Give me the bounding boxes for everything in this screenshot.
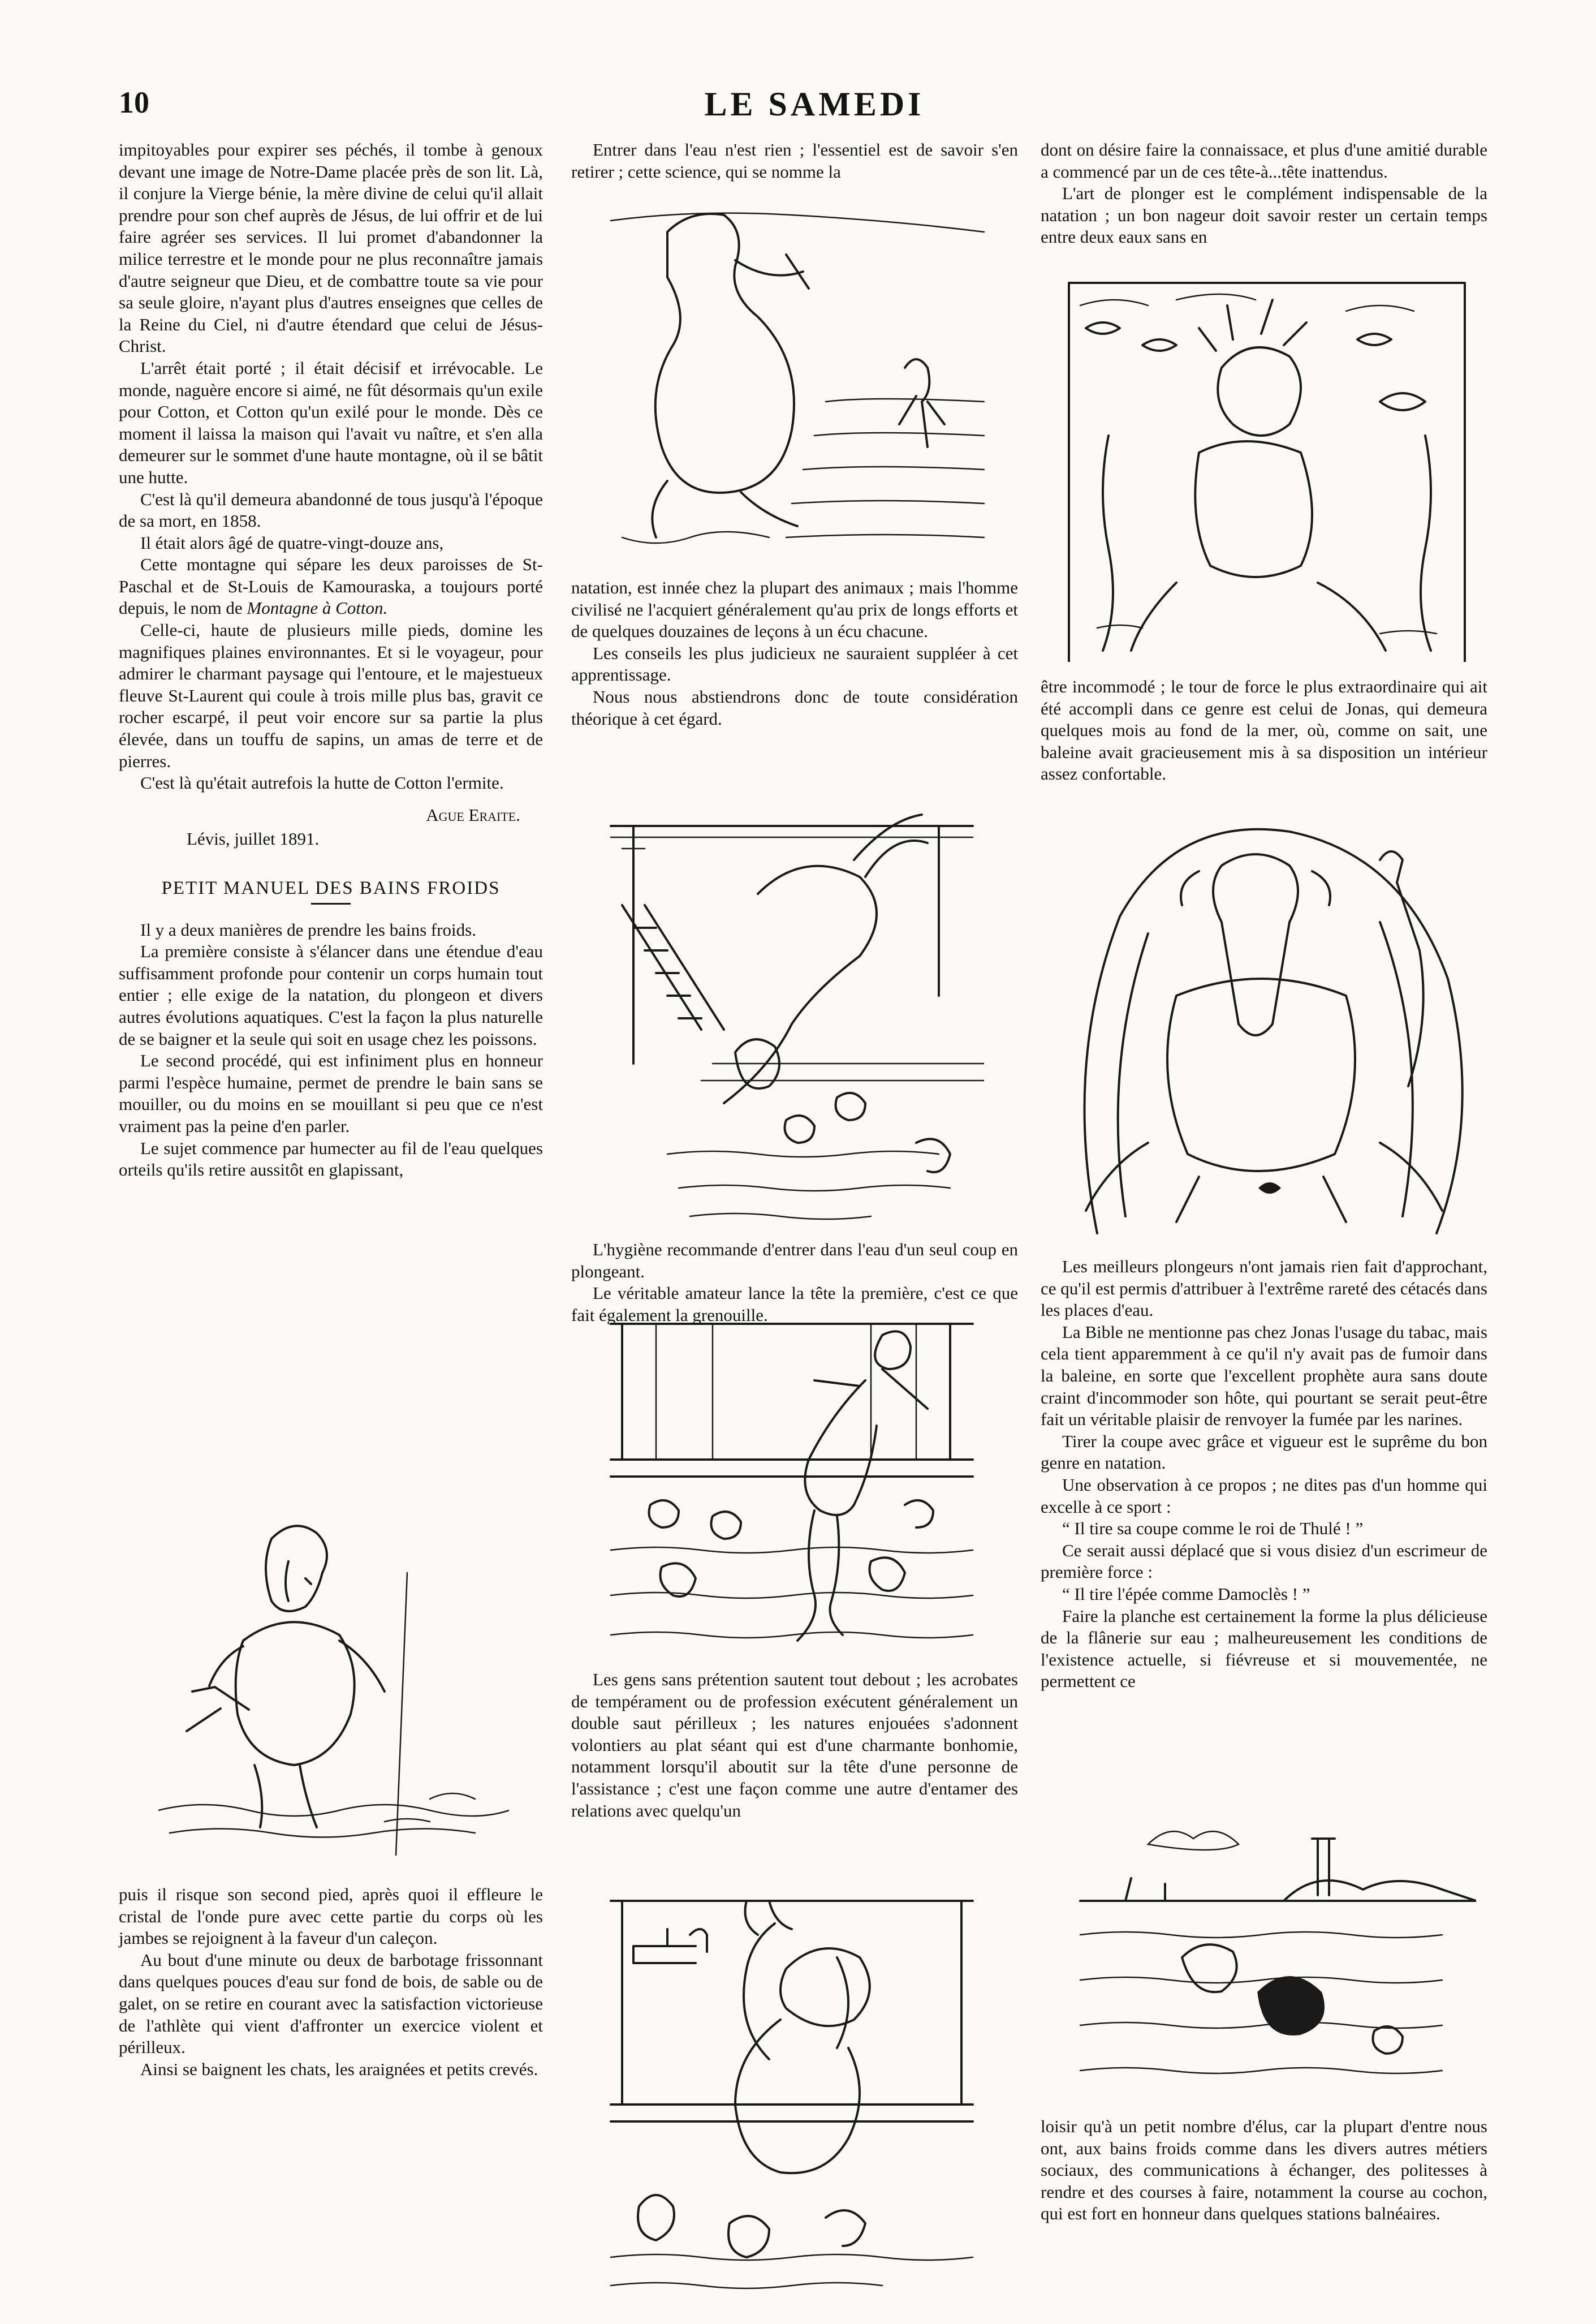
paragraph: Les conseils les plus judicieux ne sauraient suppléer à cet apprentissage. (571, 643, 1018, 685)
section-title: PETIT MANUEL DES BAINS FROIDS (161, 878, 501, 898)
paragraph: Une observation à ce propos ; ne dites pas d'un homme qui excelle à ce sport : (1041, 1474, 1487, 1517)
column-3-end (1041, 2116, 1487, 2225)
column-3-middle (1041, 676, 1487, 785)
paragraph: Il y a deux manières de prendre les bains froids. (140, 919, 476, 940)
paragraph: Le sujet commence par humecter au fil de l'eau quelques orteils qu'ils retire aussitôt en glapissant, (119, 1138, 543, 1180)
paragraph: Il était alors âgé de quatre-vingt-douze ans, (140, 532, 444, 553)
paragraph: L'hygiène recommande d'entrer dans l'eau d'un seul coup en plongeant. (571, 1240, 1018, 1281)
column-2-middle-3 (571, 1669, 1018, 1822)
paragraph (119, 554, 543, 619)
paragraph: L'art de plonger est le complément indispensable de la natation ; un bon nageur doit savoir rester un certain temps entre deux eaux sans en (1041, 183, 1487, 247)
paragraph: loisir qu'à un petit nombre d'élus, car la plupart d'entre nous ont, aux bains froids comme dans les divers autres métiers sociaux, des communications à échanger, des politesses à rendre et des courses à faire, notamment la course au cochon, qui est fort en honneur dans quelques stations balnéaires. (1041, 2116, 1487, 2224)
page-number: 10 (119, 85, 149, 119)
column-2-middle (571, 577, 1018, 730)
illustration-head-first-dive (599, 792, 984, 1228)
title-rule (311, 903, 351, 905)
paragraph: impitoyables pour expirer ses péchés, il tombe à genoux devant une image de Notre-Dame placée près de son lit. Là, il conjure la Vierge bénie, la mère divine de celui qu'il allait prendre pour son chef auprès de Jésus, de lui offrir et de lui faire agréer ses services. Il lui promet d'abandonner la milice terrestre et le monde pour ne plus reconnaître jamais d'autre seigneur que Dieu, et de combattre toute sa vie pour sa seule gloire, n'ayant plus d'autres enseignes que celles de la Reine du Ciel, ni d'autre étendard que celui de Jésus-Christ. (119, 140, 543, 356)
illustration-standing-jump (599, 1301, 984, 1652)
paragraph: Les gens sans prétention sautent tout debout ; les acrobates de tempérament ou de profession exécutent généralement un double saut périlleux ; les natures enjouées s'adonnent volontiers au plat séant qui est d'une charmante bonhomie, notamment lorsqu'il aboutit sur la tête d'une personne de l'assistance ; c'est une façon comme une autre d'entamer des relations avec quelqu'un (571, 1669, 1018, 1821)
paragraph: C'est là qu'il demeura abandonné de tous jusqu'à l'époque de sa mort, en 1858. (119, 489, 543, 531)
paragraph-text: Cette montagne qui sépare les deux paroisses de St-Paschal et de St-Louis de Kamouraska, a toujours porté depuis, le nom de (119, 554, 543, 618)
illustration-floating-on-water (1069, 1810, 1476, 2104)
paragraph: Le véritable amateur lance la tête la première, c'est ce que fait également la grenouille. (571, 1283, 1018, 1325)
paragraph: L'arrêt était porté ; il était décisif et irrévocable. Le monde, naguère encore si aimé, ne fût désormais qu'un exile pour Cotton, et Cotton qu'un exilé pour le monde. Dès ce moment il laissa la maison qui l'avait vu naître, et s'en alla demeurer sur le sommet d'une haute montagne, où il se bâtit une hutte. (119, 358, 543, 487)
column-3-middle-2 (1041, 1256, 1487, 1693)
paragraph: Ainsi se baignent les chats, les araignées et petits crevés. (140, 2059, 538, 2079)
paragraph: Entrer dans l'eau n'est rien ; l'essentiel est de savoir s'en retirer ; cette science, qui se nomme la (571, 140, 1018, 182)
paragraph: Tirer la coupe avec grâce et vigueur est le suprême du bon genre en natation. (1041, 1431, 1487, 1473)
paragraph: Nous nous abstiendrons donc de toute considération théorique à cet égard. (571, 686, 1018, 729)
column-1 (119, 139, 543, 1181)
paragraph: La première consiste à s'élancer dans une étendue d'eau suffisamment profonde pour contenir un corps humain tout entier ; elle exige de la natation, du plongeon et divers autres évolutions aquatiques. C'est la façon la plus naturelle de se baigner et la seule qui soit en usage chez les poissons. (119, 941, 543, 1049)
quote: “ Il tire sa coupe comme le roi de Thulé ! ” (1062, 1518, 1364, 1539)
paragraph: puis il risque son second pied, après quoi il effleure le cristal de l'onde pure avec cette partie du corps où les jambes se rejoignent à la faveur d'un caleçon. (119, 1884, 543, 1948)
column-3 (1041, 139, 1487, 248)
paragraph: La Bible ne mentionne pas chez Jonas l'usage du tabac, mais cela tient apparemment à ce qu'il n'y avait pas de fumoir dans la baleine, en sorte que l'excellent prophète aura sans doute craint d'incommoder son hôte, qui pourtant se serait peut-être fait un véritable plaisir de renvoyer la fumée par les narines. (1041, 1322, 1487, 1430)
illustration-underwater-diver (1063, 266, 1470, 662)
column-1-continued (119, 1884, 543, 2080)
column-2 (571, 139, 1018, 183)
place-name: Montagne à Cotton. (247, 598, 388, 618)
paragraph: natation, est innée chez la plupart des animaux ; mais l'homme civilisé ne l'acquiert généralement qu'au prix de longs efforts et de quelques douzaines de leçons à un écu chacune. (571, 578, 1018, 642)
paragraph: Les meilleurs plongeurs n'ont jamais rien fait d'approchant, ce qu'il est permis d'attribuer à l'extrême rareté des cétacés dans les places d'eau. (1041, 1256, 1487, 1320)
paragraph: Faire la planche est certainement la forme la plus délicieuse de la flânerie sur eau ; malheureusement les conditions de l'existence actuelle, si fiévreuse et si mouvementée, ne permettent ce (1041, 1606, 1487, 1692)
paragraph: Au bout d'une minute ou deux de barbotage frissonnant dans quelques pouces d'eau sur fond de bois, de sable ou de galet, on se retire en courant avec la satisfaction victorieuse de l'athlète qui vient d'affronter un exercice violent et périlleux. (119, 1949, 543, 2058)
paragraph: C'est là qu'était autrefois la hutte de Cotton l'ermite. (140, 773, 504, 793)
illustration-seated-splash (599, 1890, 984, 2297)
masthead-title: LE SAMEDI (704, 85, 925, 123)
illustration-bather-on-ladder (158, 1505, 509, 1856)
illustration-jonas-in-whale (1063, 826, 1470, 1245)
paragraph: être incommodé ; le tour de force le plus extraordinaire qui ait été accompli dans ce genre est celui de Jonas, qui demeura quelques mois au fond de la mer, où, comme on sait, une baleine avait gracieusement mis à sa disposition un intérieur assez confortable. (1041, 677, 1487, 784)
paragraph: Ce serait aussi déplacé que si vous disiez d'un escrimeur de première force : (1041, 1540, 1487, 1582)
dateline: Lévis, juillet 1891. (187, 829, 320, 849)
illustration-bather-leaving-water (599, 198, 995, 566)
paragraph: dont on désire faire la connaissace, et plus d'une amitié durable a commencé par un de ces tête-à...tête inattendus. (1041, 140, 1487, 182)
paragraph: Celle-ci, haute de plusieurs mille pieds, domine les magnifiques plaines environnantes. Et si le voyageur, pour admirer le charmant paysage qui l'entoure, et le majestueux fleuve St-Laurent qui coule à trois mille plus bas, gravit ce rocher escarpé, il peut voir encore sur sa partie la plus élevée, dans un touffu de sapins, un amas de terre et de pierres. (119, 620, 543, 771)
page-header (119, 85, 1510, 124)
author-signature: Ague Eraite. (426, 804, 520, 825)
quote: “ Il tire l'épée comme Damoclès ! ” (1062, 1583, 1310, 1604)
paragraph: Le second procédé, qui est infiniment plus en honneur parmi l'espèce humaine, permet de prendre le bain sans se mouiller, ou du moins en se mouillant si peu que ce n'est vraiment pas la peine d'en parler. (119, 1051, 543, 1136)
